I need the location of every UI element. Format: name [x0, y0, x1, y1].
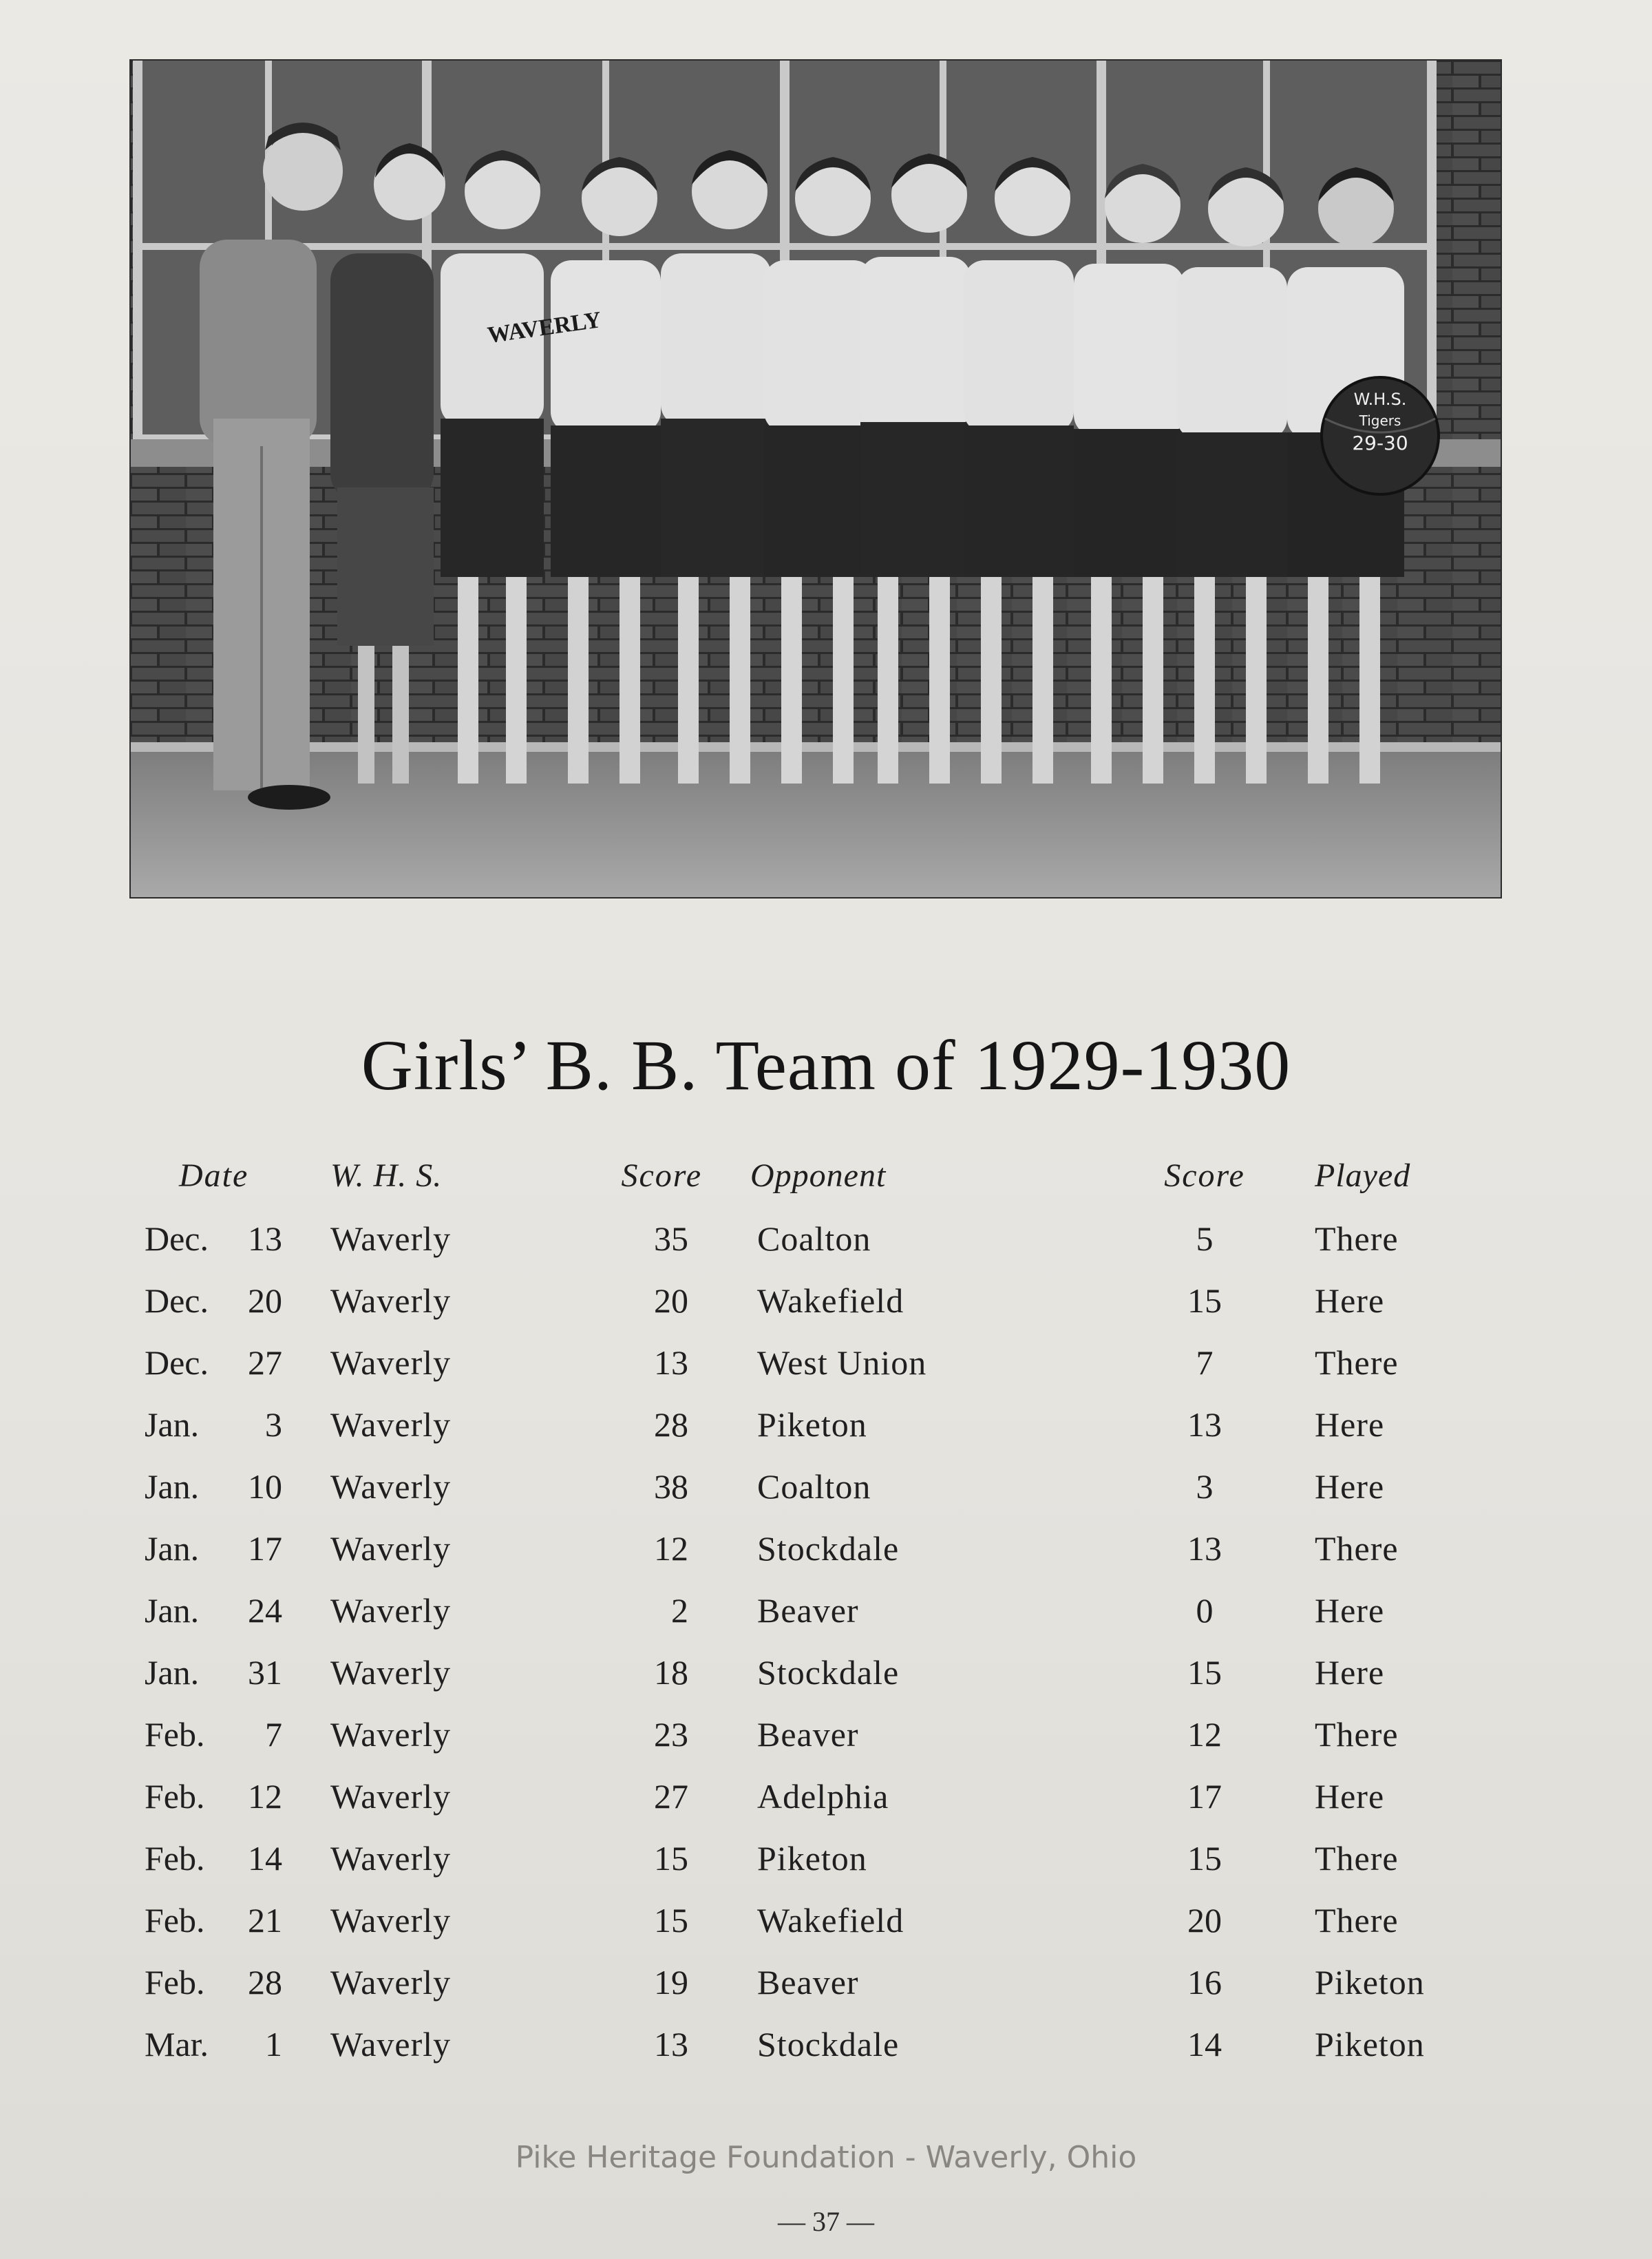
cell-day: 3 — [265, 1405, 282, 1444]
cell-played: Here — [1315, 1281, 1385, 1320]
cell-whs-score: 27 — [654, 1777, 688, 1816]
cell-opponent-score: 7 — [1196, 1343, 1214, 1382]
cell-played: There — [1315, 1343, 1399, 1382]
cell-team: Waverly — [330, 1281, 452, 1320]
cell-day: 10 — [248, 1467, 282, 1506]
cell-played: Here — [1315, 1467, 1385, 1506]
cell-whs-score: 38 — [654, 1467, 688, 1506]
cell-team: Waverly — [330, 2025, 452, 2063]
cell-team: Waverly — [330, 1715, 452, 1754]
cell-day: 13 — [248, 1219, 282, 1258]
cell-whs-score: 2 — [671, 1591, 688, 1630]
cell-played: Piketon — [1315, 1963, 1425, 2001]
team-photo — [131, 61, 1501, 897]
cell-whs-score: 15 — [654, 1901, 688, 1940]
cell-played: Piketon — [1315, 2025, 1425, 2063]
cell-month: Jan. — [145, 1467, 200, 1506]
cell-team: Waverly — [330, 1839, 452, 1878]
table-row — [138, 1776, 1535, 1838]
cell-team: Waverly — [330, 1529, 452, 1568]
cell-month: Feb. — [145, 1777, 205, 1816]
cell-team: Waverly — [330, 1405, 452, 1444]
cell-whs-score: 23 — [654, 1715, 688, 1754]
header-whs: W. H. S. — [330, 1157, 443, 1194]
cell-date — [138, 1714, 317, 1754]
cell-opponent: Beaver — [757, 1591, 859, 1630]
cell-whs-score: 28 — [654, 1405, 688, 1444]
cell-date — [138, 1281, 317, 1321]
basketball — [1322, 377, 1439, 494]
cell-month: Jan. — [145, 1529, 200, 1568]
cell-whs-score: 15 — [654, 1839, 688, 1878]
cell-opponent: Beaver — [757, 1715, 859, 1754]
cell-day: 27 — [248, 1343, 282, 1382]
cell-played: Here — [1315, 1405, 1385, 1444]
cell-played: There — [1315, 1715, 1399, 1754]
page-number: — 37 — — [778, 2206, 874, 2237]
ball-text-line-3: 29-30 — [1352, 432, 1408, 454]
cell-date — [138, 1467, 317, 1506]
cell-opponent-score: 20 — [1187, 1901, 1222, 1940]
cell-team: Waverly — [330, 1467, 452, 1506]
cell-whs-score: 20 — [654, 1281, 688, 1320]
cell-opponent: Wakefield — [757, 1901, 904, 1940]
cell-month: Mar. — [145, 2025, 209, 2063]
table-row — [138, 1714, 1535, 1776]
table-row — [138, 1528, 1535, 1590]
cell-opponent: West Union — [757, 1343, 927, 1382]
cell-opponent-score: 15 — [1187, 1839, 1222, 1878]
watermark: Pike Heritage Foundation - Waverly, Ohio — [515, 2140, 1137, 2175]
cell-date — [138, 1405, 317, 1444]
cell-month: Jan. — [145, 1653, 200, 1692]
table-body — [138, 1219, 1535, 2086]
ball-text-line-2: Tigers — [1359, 412, 1401, 429]
cell-whs-score: 13 — [654, 1343, 688, 1382]
page-title: Girls’ B. B. Team of 1929-1930 — [361, 1026, 1291, 1105]
cell-opponent: Coalton — [757, 1467, 871, 1506]
cell-played: There — [1315, 1901, 1399, 1940]
game-schedule-table — [138, 1157, 1535, 2086]
cell-played: There — [1315, 1219, 1399, 1258]
cell-opponent-score: 5 — [1196, 1219, 1214, 1258]
cell-month: Dec. — [145, 1343, 209, 1382]
cell-month: Dec. — [145, 1281, 209, 1320]
cell-team: Waverly — [330, 1219, 452, 1258]
cell-date — [138, 1219, 317, 1259]
cell-day: 7 — [265, 1715, 282, 1754]
jersey-lettering: WAVERLY — [485, 307, 603, 348]
cell-whs-score: 13 — [654, 2025, 688, 2063]
cell-opponent-score: 0 — [1196, 1591, 1214, 1630]
table-row — [138, 1590, 1535, 1652]
cell-day: 21 — [248, 1901, 282, 1940]
table-row — [138, 1652, 1535, 1714]
cell-month: Feb. — [145, 1901, 205, 1940]
cell-date — [138, 1652, 317, 1692]
cell-opponent-score: 15 — [1187, 1653, 1222, 1692]
cell-date — [138, 1528, 317, 1568]
cell-day: 1 — [265, 2025, 282, 2063]
table-header-row — [138, 1157, 1535, 1219]
cell-day: 20 — [248, 1281, 282, 1320]
cell-opponent-score: 15 — [1187, 1281, 1222, 1320]
header-date: Date — [179, 1157, 249, 1194]
cell-opponent-score: 14 — [1187, 2025, 1222, 2063]
cell-month: Jan. — [145, 1591, 200, 1630]
cell-day: 24 — [248, 1591, 282, 1630]
table-row — [138, 1405, 1535, 1467]
cell-month: Feb. — [145, 1963, 205, 2001]
cell-opponent-score: 17 — [1187, 1777, 1222, 1816]
cell-opponent-score: 16 — [1187, 1963, 1222, 2001]
cell-opponent: Stockdale — [757, 1529, 900, 1568]
cell-opponent-score: 12 — [1187, 1715, 1222, 1754]
cell-opponent: Stockdale — [757, 2025, 900, 2063]
cell-played: Here — [1315, 1653, 1385, 1692]
cell-played: Here — [1315, 1591, 1385, 1630]
cell-date — [138, 2024, 317, 2064]
cell-day: 12 — [248, 1777, 282, 1816]
cell-team: Waverly — [330, 1901, 452, 1940]
header-whs-score: Score — [621, 1157, 702, 1194]
cell-opponent: Piketon — [757, 1839, 867, 1878]
table-row — [138, 1343, 1535, 1405]
cell-team: Waverly — [330, 1777, 452, 1816]
table-row — [138, 1838, 1535, 1900]
cell-whs-score: 18 — [654, 1653, 688, 1692]
cell-opponent: Adelphia — [757, 1777, 889, 1816]
cell-day: 28 — [248, 1963, 282, 2001]
cell-opponent-score: 13 — [1187, 1405, 1222, 1444]
cell-opponent-score: 13 — [1187, 1529, 1222, 1568]
cell-day: 14 — [248, 1839, 282, 1878]
table-row — [138, 1281, 1535, 1343]
cell-date — [138, 1590, 317, 1630]
header-played: Played — [1315, 1157, 1411, 1194]
cell-played: There — [1315, 1839, 1399, 1878]
cell-team: Waverly — [330, 1591, 452, 1630]
cell-opponent-score: 3 — [1196, 1467, 1214, 1506]
cell-month: Feb. — [145, 1715, 205, 1754]
cell-played: There — [1315, 1529, 1399, 1568]
cell-date — [138, 1776, 317, 1816]
table-row — [138, 1900, 1535, 1962]
header-opponent: Opponent — [750, 1157, 887, 1194]
cell-month: Dec. — [145, 1219, 209, 1258]
cell-day: 17 — [248, 1529, 282, 1568]
cell-whs-score: 12 — [654, 1529, 688, 1568]
table-row — [138, 2024, 1535, 2086]
cell-opponent: Wakefield — [757, 1281, 904, 1320]
cell-opponent: Beaver — [757, 1963, 859, 2001]
cell-opponent: Piketon — [757, 1405, 867, 1444]
table-row — [138, 1219, 1535, 1281]
cell-opponent: Coalton — [757, 1219, 871, 1258]
cell-opponent: Stockdale — [757, 1653, 900, 1692]
cell-date — [138, 1962, 317, 2002]
cell-whs-score: 35 — [654, 1219, 688, 1258]
cell-date — [138, 1900, 317, 1940]
table-row — [138, 1962, 1535, 2024]
cell-date — [138, 1838, 317, 1878]
cell-whs-score: 19 — [654, 1963, 688, 2001]
cell-team: Waverly — [330, 1963, 452, 2001]
cell-month: Feb. — [145, 1839, 205, 1878]
header-opponent-score: Score — [1164, 1157, 1245, 1194]
cell-played: Here — [1315, 1777, 1385, 1816]
cell-month: Jan. — [145, 1405, 200, 1444]
cell-team: Waverly — [330, 1653, 452, 1692]
cell-day: 31 — [248, 1653, 282, 1692]
cell-team: Waverly — [330, 1343, 452, 1382]
cell-date — [138, 1343, 317, 1383]
table-row — [138, 1467, 1535, 1528]
ball-text-line-1: W.H.S. — [1353, 390, 1407, 409]
